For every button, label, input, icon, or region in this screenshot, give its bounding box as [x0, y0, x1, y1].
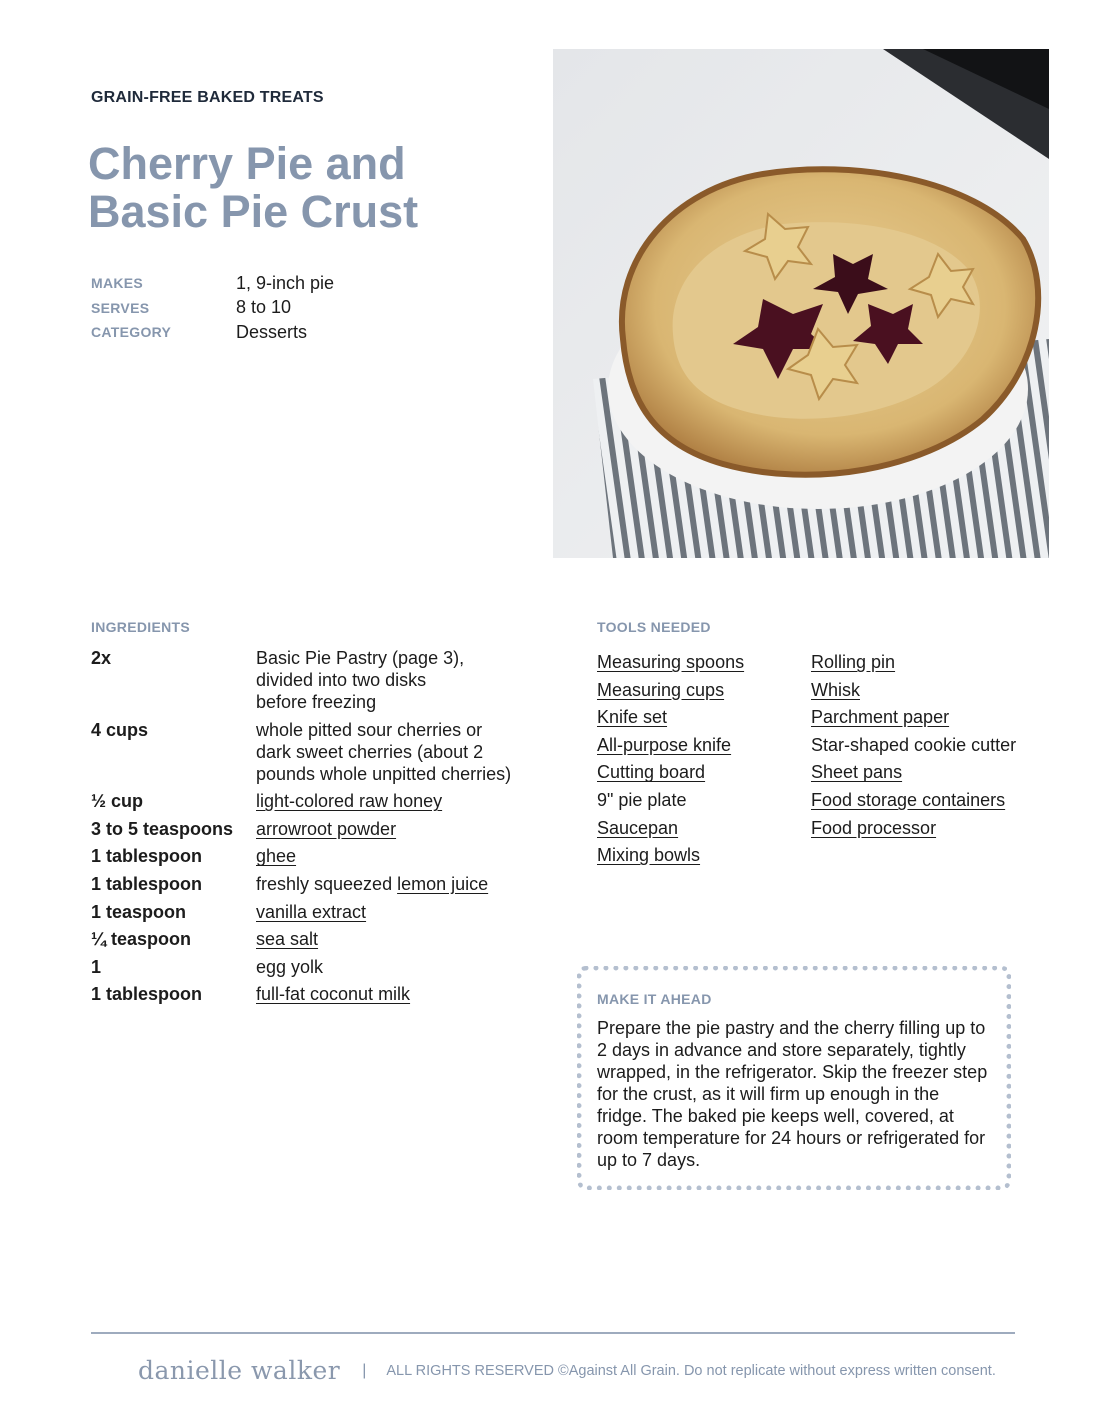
footer-separator: | — [362, 1361, 367, 1379]
make-ahead-box — [577, 966, 1011, 1190]
tool-link[interactable]: Saucepan — [597, 817, 679, 838]
ingredient-link[interactable]: arrowroot powder — [256, 818, 397, 839]
category-eyebrow: GRAIN-FREE BAKED TREATS — [91, 89, 324, 106]
ingredient-text: egg yolk — [256, 956, 324, 977]
tool-link[interactable]: Whisk — [811, 679, 860, 700]
tool-link[interactable]: Food processor — [811, 817, 937, 838]
cherry-pie-photo — [553, 49, 1049, 558]
tool-link[interactable]: Sheet pans — [811, 762, 903, 783]
ingredient-qty: 1 tablespoon — [91, 873, 203, 894]
tool-link[interactable]: Measuring spoons — [597, 652, 745, 672]
footer-divider — [91, 1332, 1015, 1334]
title-line-1: Cherry Pie and — [88, 138, 406, 189]
ingredient-text — [256, 719, 526, 785]
ingredient-qty: 1 — [91, 956, 102, 977]
tool-link[interactable]: Parchment paper — [811, 707, 950, 728]
ingredient-qty: ½ cup — [91, 791, 144, 812]
ingredient-qty: 4 cups — [91, 719, 149, 740]
ingredient-qty: 1 tablespoon — [91, 846, 203, 867]
copyright-notice: ALL RIGHTS RESERVED ©Against All Grain. Do not replicate without express written consent. — [386, 1362, 996, 1379]
ingredient-link[interactable]: sea salt — [256, 929, 319, 950]
ingredient-text — [256, 790, 526, 812]
tools-heading: TOOLS NEEDED — [597, 619, 711, 635]
ingredient-qty: 2x — [91, 648, 112, 668]
pie-illustration — [553, 49, 1049, 558]
recipe-meta — [91, 271, 334, 345]
ingredient-link[interactable]: light-colored raw honey — [256, 791, 443, 812]
meta-key: MAKES — [91, 275, 144, 292]
ingredients-heading: INGREDIENTS — [91, 619, 190, 635]
ingredient-qty: 1 tablespoon — [91, 984, 203, 1005]
tool-link[interactable]: Mixing bowls — [597, 845, 701, 866]
ingredient-qty: ¼ teaspoon — [91, 929, 192, 950]
make-ahead-text: Prepare the pie pastry and the cherry filling up to 2 days in advance and store separately, tightly wrapped, in the refrigerator. Skip the freezer step for the crust, as it will firm up enough in the fridge. The baked pie keeps well, covered, at room temperature for 24 hours or refrigerated for up to 7 days. — [597, 1018, 988, 1170]
ingredient-line: whole pitted sour cherries or — [256, 719, 483, 740]
ingredient-link[interactable]: lemon juice — [397, 873, 489, 894]
tools-column-2 — [811, 651, 1016, 844]
tool-link[interactable]: All-purpose knife — [597, 734, 732, 755]
tool-link[interactable]: Measuring cups — [597, 679, 725, 700]
meta-value: 8 to 10 — [236, 297, 292, 318]
ingredient-row — [91, 790, 531, 812]
ingredient-row — [91, 983, 531, 1005]
meta-serves — [91, 296, 334, 321]
recipe-title — [88, 140, 508, 236]
ingredient-row — [91, 845, 531, 867]
meta-key: CATEGORY — [91, 324, 172, 341]
ingredient-line: before freezing — [256, 692, 377, 712]
ingredient-link[interactable]: vanilla extract — [256, 901, 367, 922]
tool-link[interactable]: Cutting board — [597, 762, 706, 783]
meta-value: 1, 9-inch pie — [236, 272, 335, 293]
footer — [138, 1356, 996, 1385]
ingredient-text — [256, 928, 526, 950]
meta-category — [91, 320, 334, 345]
tool-link[interactable]: Knife set — [597, 707, 668, 728]
meta-makes — [91, 271, 334, 296]
meta-key: SERVES — [91, 299, 150, 316]
ingredient-prefix: freshly squeezed — [256, 873, 398, 894]
ingredient-line: divided into two disks — [256, 670, 427, 690]
tool-link[interactable]: Rolling pin — [811, 652, 896, 672]
ingredient-text — [256, 983, 526, 1005]
ingredient-text — [256, 873, 526, 895]
ingredient-row — [91, 873, 531, 895]
ingredient-row — [91, 647, 531, 713]
tool-item: 9" pie plate — [597, 789, 687, 810]
ingredient-line: Basic Pie Pastry (page 3), — [256, 648, 465, 668]
ingredients-list — [91, 647, 531, 1011]
ingredient-text — [256, 818, 526, 840]
make-ahead-heading: MAKE IT AHEAD — [597, 991, 712, 1007]
tool-item: Star-shaped cookie cutter — [811, 734, 1017, 755]
ingredient-row — [91, 719, 531, 785]
ingredient-line: dark sweet cherries (about 2 — [256, 741, 484, 762]
ingredient-qty: 3 to 5 teaspoons — [91, 818, 234, 839]
ingredient-link[interactable]: full-fat coconut milk — [256, 984, 411, 1005]
ingredient-row — [91, 928, 531, 950]
ingredient-row — [91, 956, 531, 978]
ingredient-text — [256, 845, 526, 867]
ingredient-row — [91, 901, 531, 923]
title-line-2: Basic Pie Crust — [88, 186, 419, 237]
tool-link[interactable]: Food storage containers — [811, 789, 1006, 810]
tools-column-1 — [597, 651, 744, 872]
ingredient-text — [256, 901, 526, 923]
ingredient-link[interactable]: ghee — [256, 846, 297, 867]
ingredient-line: pounds whole unpitted cherries) — [256, 763, 512, 784]
ingredient-row — [91, 818, 531, 840]
meta-value: Desserts — [236, 321, 308, 342]
ingredient-text — [256, 647, 526, 713]
ingredient-qty: 1 teaspoon — [91, 901, 187, 922]
brand-logo: danielle walker — [138, 1356, 341, 1385]
